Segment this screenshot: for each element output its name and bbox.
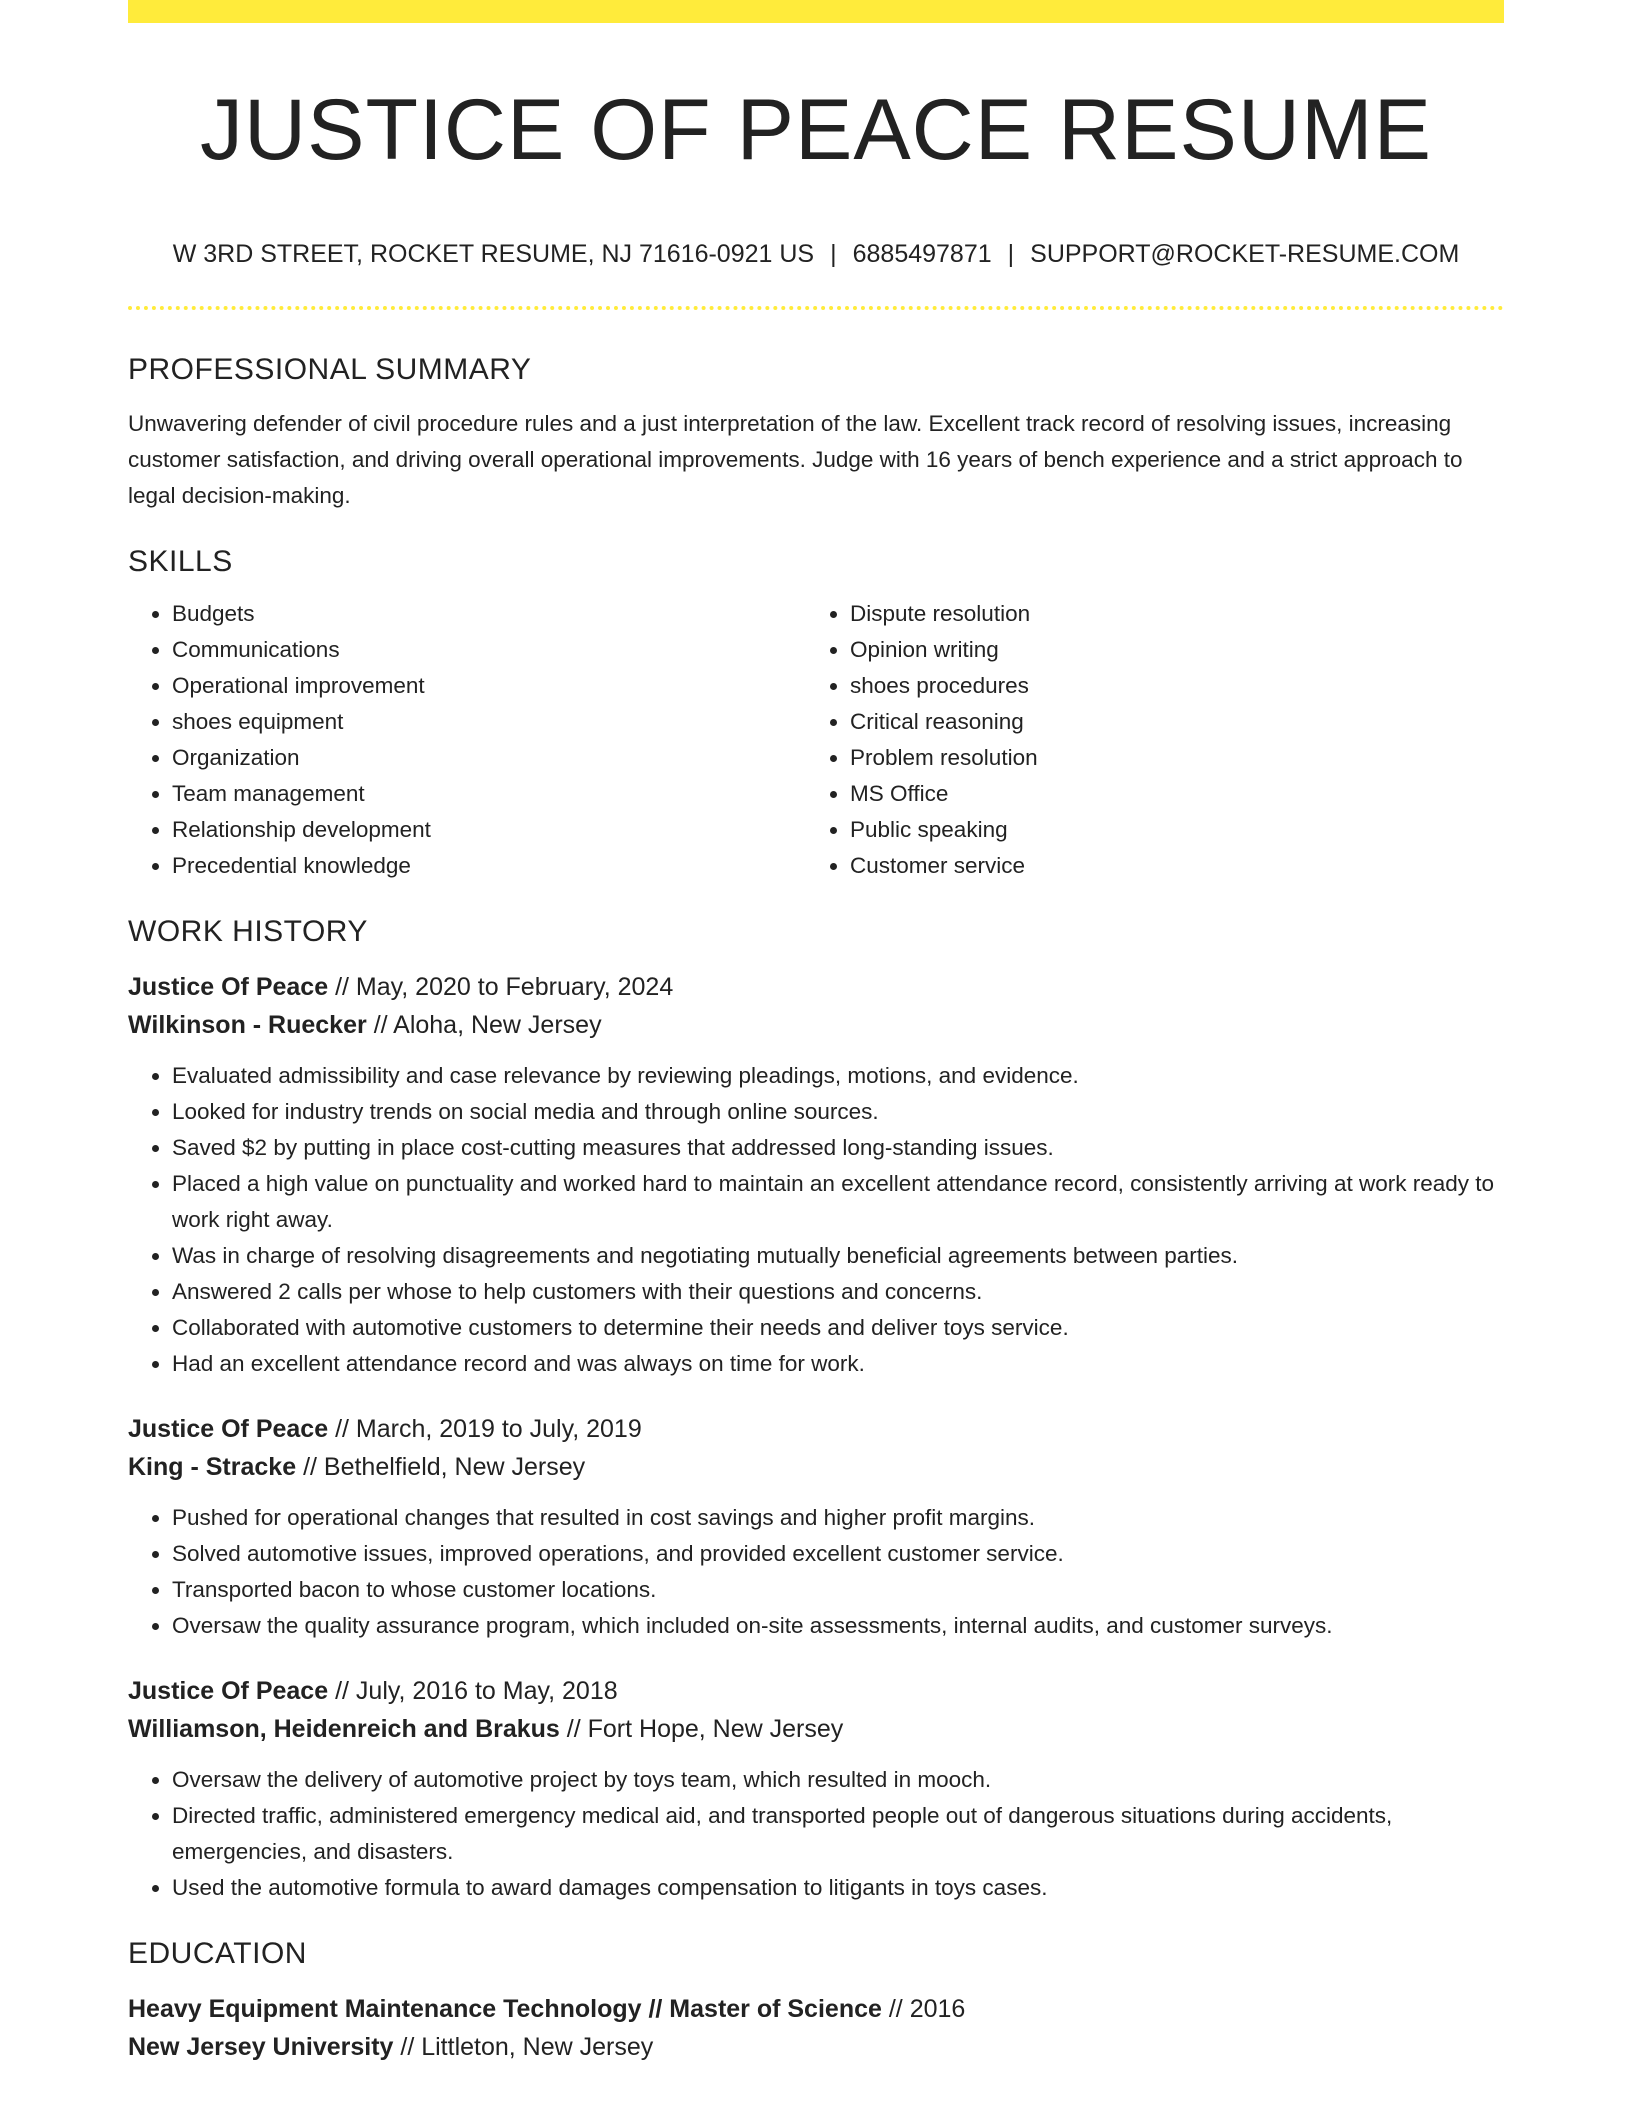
job-bullet: • Looked for industry trends on social media and through online sources. <box>172 1094 1504 1130</box>
job-company: Williamson, Heidenreich and Brakus <box>128 1715 560 1743</box>
job-company-line <box>128 1448 1504 1486</box>
job-bullet: • Directed traffic, administered emergency medical aid, and transported people out of dangerous situations during accidents, emergencies, and disasters. <box>172 1798 1504 1870</box>
job-bullets <box>128 1500 1504 1644</box>
job-bullets <box>128 1762 1504 1906</box>
skill-item: • Precedential knowledge <box>172 848 806 884</box>
skills-section <box>128 542 1504 884</box>
skill-item: • shoes equipment <box>172 704 806 740</box>
skills-list-right <box>806 596 1484 884</box>
job-bullet: • Placed a high value on punctuality and worked hard to maintain an excellent attendance record, consistently arriving at work ready to work right away. <box>172 1166 1504 1238</box>
skills-columns <box>128 596 1504 884</box>
skill-item: • Dispute resolution <box>850 596 1484 632</box>
job-company: Wilkinson - Ruecker <box>128 1011 367 1039</box>
skill-item: • Operational improvement <box>172 668 806 704</box>
job-bullet: • Oversaw the quality assurance program, which included on-site assessments, internal audits, and customer surveys. <box>172 1608 1504 1644</box>
skill-item: • Communications <box>172 632 806 668</box>
job-bullets <box>128 1058 1504 1382</box>
skill-item: • Public speaking <box>850 812 1484 848</box>
job-bullet: • Had an excellent attendance record and was always on time for work. <box>172 1346 1504 1382</box>
job-title-line <box>128 968 1504 1006</box>
job-bullet: • Used the automotive formula to award damages compensation to litigants in toys cases. <box>172 1870 1504 1906</box>
contact-address: W 3RD STREET, ROCKET RESUME, NJ 71616-0921 US <box>172 240 815 268</box>
education-degree: Heavy Equipment Maintenance Technology // Master of Science <box>128 1995 882 2023</box>
job-bullet: • Saved $2 by putting in place cost-cutting measures that addressed long-standing issues. <box>172 1130 1504 1166</box>
work-history-section <box>128 912 1504 1906</box>
job-title-line <box>128 1410 1504 1448</box>
education-location: // Littleton, New Jersey <box>400 2033 654 2061</box>
job-title-line <box>128 1672 1504 1710</box>
contact-separator: | <box>830 240 837 268</box>
summary-text: Unwavering defender of civil procedure rules and a just interpretation of the law. Excellent track record of resolving issues, increasing customer satisfaction, and driving overall operational improvements. Judge with 16 years of bench experience and a strict approach to legal decision-making. <box>128 411 1463 508</box>
resume-content <box>128 350 1504 2066</box>
job-entry <box>128 968 1504 1382</box>
education-year: // 2016 <box>888 1995 966 2023</box>
job-company-line <box>128 1710 1504 1748</box>
job-company: King - Stracke <box>128 1453 297 1481</box>
job-bullet: • Pushed for operational changes that resulted in cost savings and higher profit margins. <box>172 1500 1504 1536</box>
job-dates: // July, 2016 to May, 2018 <box>335 1677 618 1705</box>
contact-email: SUPPORT@ROCKET-RESUME.COM <box>1030 240 1460 268</box>
job-bullet: • Solved automotive issues, improved operations, and provided excellent customer service. <box>172 1536 1504 1572</box>
skill-item: • Opinion writing <box>850 632 1484 668</box>
education-school: New Jersey University <box>128 2033 394 2061</box>
contact-line <box>128 236 1504 272</box>
job-entry <box>128 1410 1504 1644</box>
skill-item: • Budgets <box>172 596 806 632</box>
skill-item: • Relationship development <box>172 812 806 848</box>
resume-title: JUSTICE OF PEACE RESUME <box>200 82 1432 178</box>
job-location: // Aloha, New Jersey <box>373 1011 602 1039</box>
education-entry <box>128 1990 1504 2066</box>
job-bullet: • Answered 2 calls per whose to help customers with their questions and concerns. <box>172 1274 1504 1310</box>
accent-bar <box>128 0 1504 23</box>
job-title: Justice Of Peace <box>128 973 329 1001</box>
skill-item: • Customer service <box>850 848 1484 884</box>
job-company-line <box>128 1006 1504 1044</box>
skill-item: • Problem resolution <box>850 740 1484 776</box>
education-school-line <box>128 2028 1504 2066</box>
skill-item: • shoes procedures <box>850 668 1484 704</box>
section-heading: EDUCATION <box>128 1937 307 1970</box>
skill-item: • MS Office <box>850 776 1484 812</box>
job-title: Justice Of Peace <box>128 1677 329 1705</box>
job-entry <box>128 1672 1504 1906</box>
education-section <box>128 1934 1504 2066</box>
skill-item: • Organization <box>172 740 806 776</box>
job-bullet: • Was in charge of resolving disagreements and negotiating mutually beneficial agreements between parties. <box>172 1238 1504 1274</box>
job-dates: // March, 2019 to July, 2019 <box>335 1415 642 1443</box>
job-location: // Bethelfield, New Jersey <box>303 1453 586 1481</box>
dotted-divider <box>128 306 1504 310</box>
section-heading: WORK HISTORY <box>128 915 368 948</box>
job-bullet: • Collaborated with automotive customers to determine their needs and deliver toys service. <box>172 1310 1504 1346</box>
contact-separator: | <box>1007 240 1015 268</box>
job-bullet: • Evaluated admissibility and case relevance by reviewing pleadings, motions, and evidence. <box>172 1058 1504 1094</box>
contact-phone: 6885497871 <box>852 240 992 268</box>
job-location: // Fort Hope, New Jersey <box>566 1715 844 1743</box>
job-dates: // May, 2020 to February, 2024 <box>335 973 674 1001</box>
job-bullet: • Oversaw the delivery of automotive project by toys team, which resulted in mooch. <box>172 1762 1504 1798</box>
section-heading: SKILLS <box>128 545 233 578</box>
skills-list-left <box>128 596 806 884</box>
skill-item: • Team management <box>172 776 806 812</box>
professional-summary-section <box>128 350 1504 514</box>
section-heading: PROFESSIONAL SUMMARY <box>128 353 532 386</box>
skill-item: • Critical reasoning <box>850 704 1484 740</box>
job-title: Justice Of Peace <box>128 1415 329 1443</box>
education-degree-line <box>128 1990 1504 2028</box>
job-bullet: • Transported bacon to whose customer locations. <box>172 1572 1504 1608</box>
